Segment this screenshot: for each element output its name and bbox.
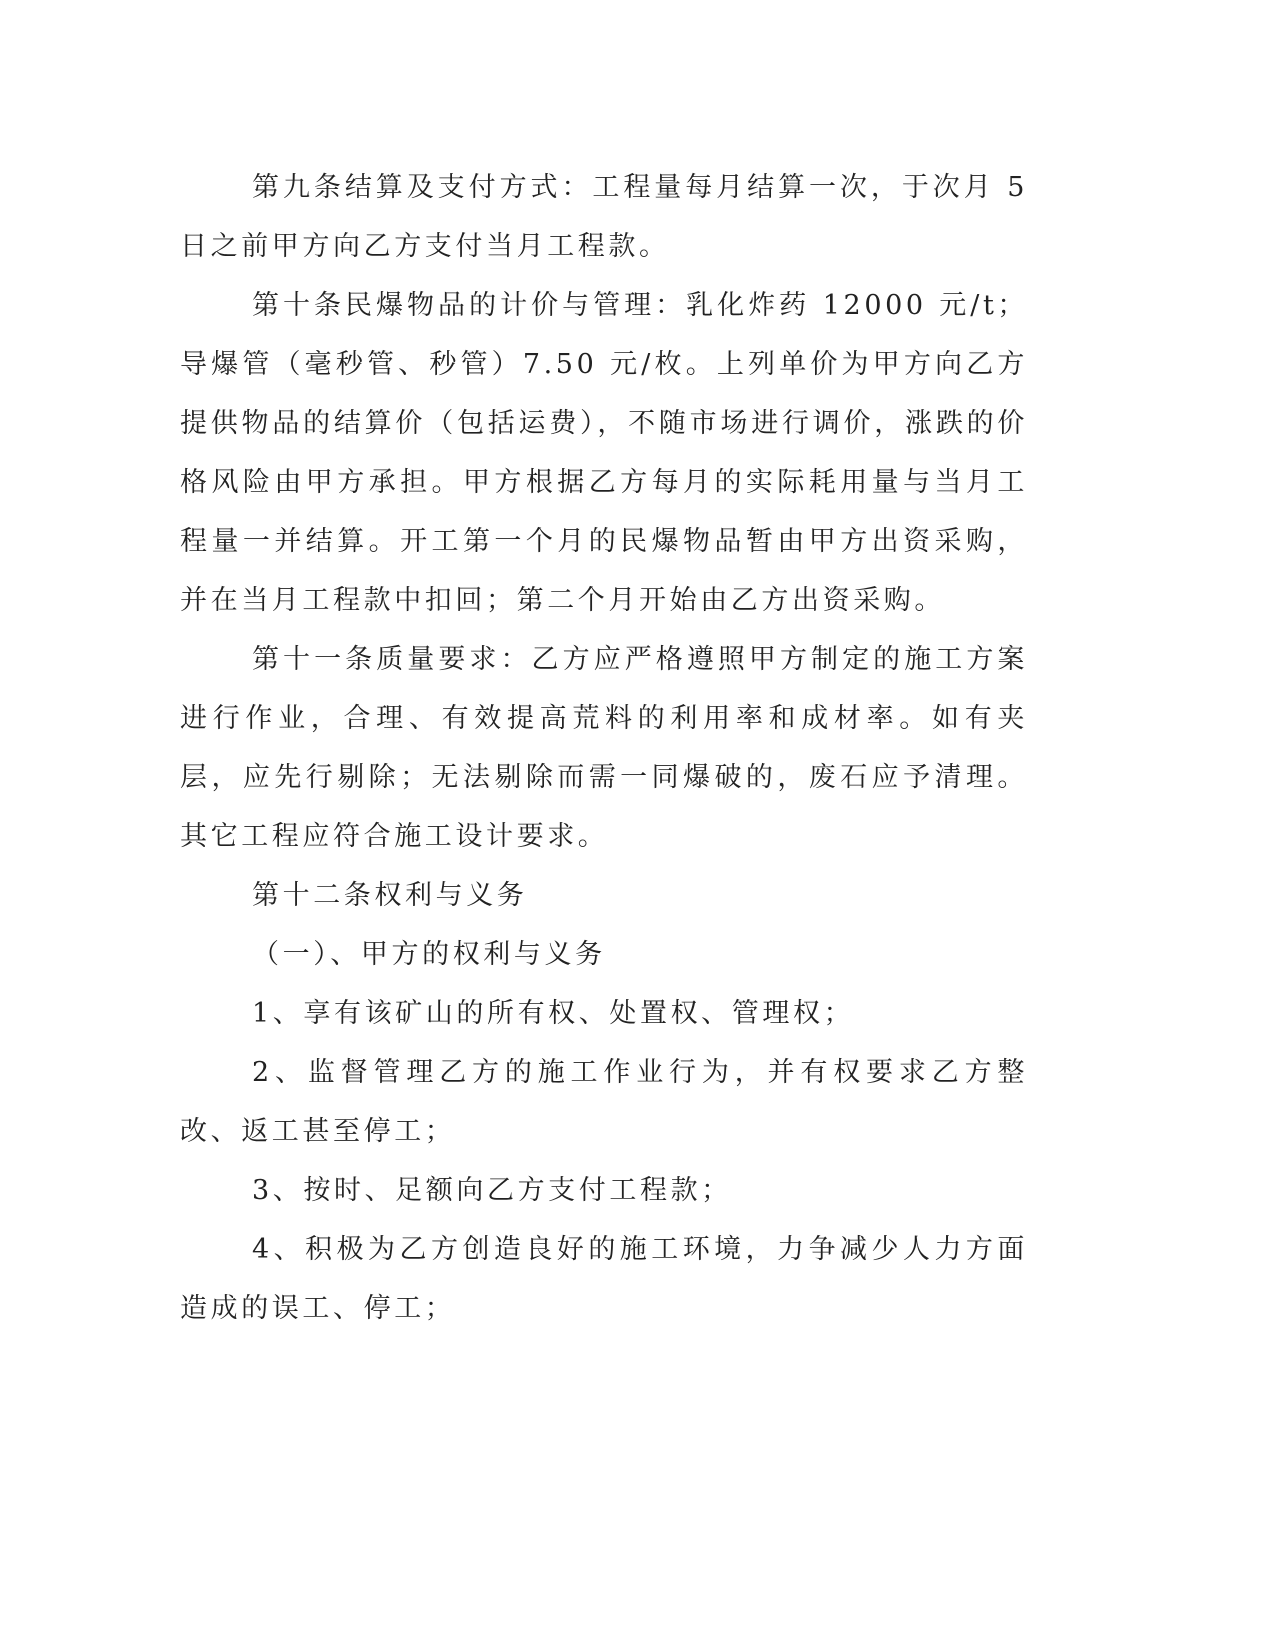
document-body bbox=[180, 158, 1028, 1338]
clause-9-settlement-payment: 第九条结算及支付方式：工程量每月结算一次，于次月 5 日之前甲方向乙方支付当月工程款。 bbox=[180, 172, 1028, 262]
clause-11-quality-requirements: 第十一条质量要求：乙方应严格遵照甲方制定的施工方案进行作业，合理、有效提高荒料的利用率和成材率。如有夹层，应先行剔除；无法剔除而需一同爆破的，废石应予清理。其它工程应符合施工设计要求。 bbox=[180, 644, 1028, 852]
party-a-item-2: 2、监督管理乙方的施工作业行为，并有权要求乙方整改、返工甚至停工； bbox=[180, 1057, 1028, 1147]
clause-12-rights-obligations-heading: 第十二条权利与义务 bbox=[252, 880, 528, 911]
party-a-item-4: 4、积极为乙方创造良好的施工环境，力争减少人力方面造成的误工、停工； bbox=[180, 1234, 1028, 1324]
party-a-item-1: 1、享有该矿山的所有权、处置权、管理权； bbox=[252, 998, 855, 1029]
clause-10-explosives-pricing: 第十条民爆物品的计价与管理：乳化炸药 12000 元/t；导爆管（毫秒管、秒管）7.50 元/枚。上列单价为甲方向乙方提供物品的结算价（包括运费），不随市场进行调价，涨跌的价格风险由甲方承担。甲方根据乙方每月的实际耗用量与当月工程量一并结算。开工第一个月的民爆物品暂由甲方出资采购，并在当月工程款中扣回；第二个月开始由乙方出资采购。 bbox=[180, 290, 1028, 616]
party-a-rights-heading: （一）、甲方的权利与义务 bbox=[252, 939, 606, 970]
party-a-item-3: 3、按时、足额向乙方支付工程款； bbox=[252, 1175, 732, 1206]
